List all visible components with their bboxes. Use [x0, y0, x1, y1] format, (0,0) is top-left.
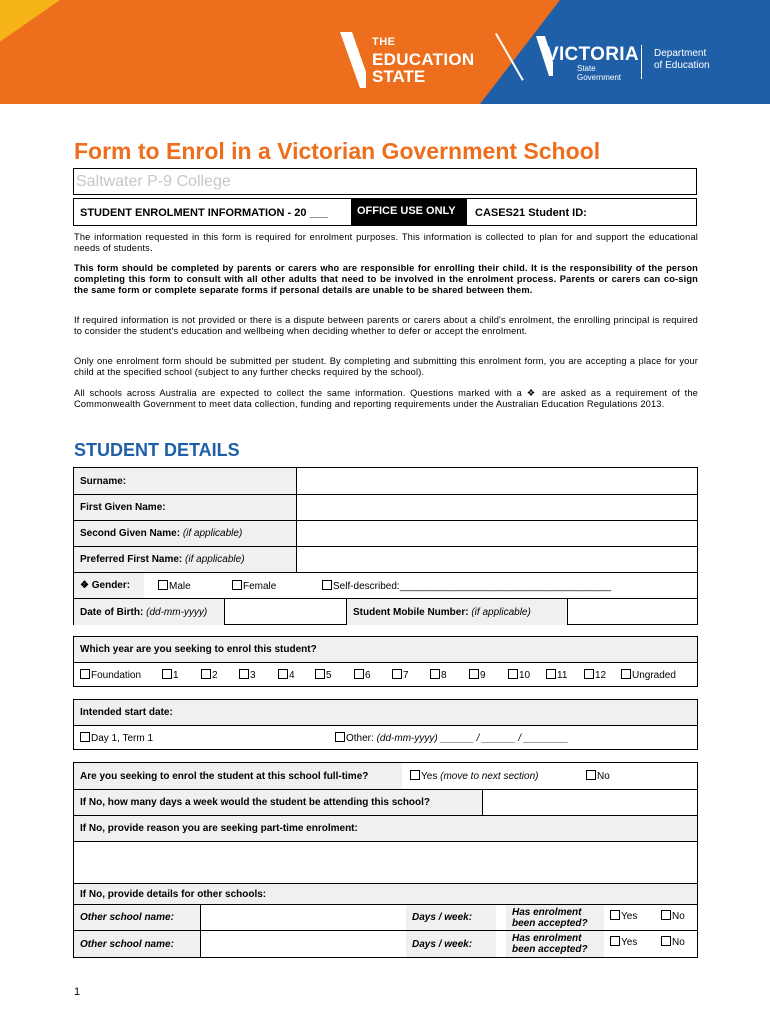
fulltime-yes-note: (move to next section) — [440, 771, 539, 782]
second-name-row — [74, 521, 697, 547]
second-name-note: (if applicable) — [182, 528, 243, 539]
dept-line1: Department — [654, 48, 707, 59]
fulltime-row — [74, 763, 697, 790]
edu-logo-line2: EDUCATION — [372, 50, 475, 69]
start-other-note: (dd-mm-yyyy) ______ / ______ / ________ — [376, 733, 569, 744]
start-day1-text: Day 1, Term 1 — [91, 733, 154, 744]
accepted-label-1: Has enrolment been accepted? — [506, 905, 604, 930]
other-school-text-1: Other school name: — [80, 912, 174, 923]
year-option-label: 12 — [595, 670, 607, 681]
page-number: 1 — [74, 986, 81, 998]
year-option-label: 9 — [480, 670, 486, 681]
department-name — [654, 48, 710, 72]
accepted-yes-text-2: Yes — [621, 937, 638, 948]
year-checkbox-5[interactable] — [315, 669, 325, 679]
year-option-label: 3 — [250, 670, 256, 681]
intro-paragraph-4: Only one enrolment form should be submitted per student. By completing and submitting this enrolment form, you are accepting a place for your child at the specified school (subject to any further checks required by the school). — [74, 356, 698, 377]
enrolment-info-bar — [73, 198, 697, 226]
gender-male-checkbox[interactable] — [158, 580, 168, 590]
school-name-field[interactable] — [73, 168, 697, 195]
gender-male-text: Male — [169, 581, 191, 592]
other-school-label-2 — [74, 931, 200, 957]
second-name-label — [74, 521, 296, 546]
year-option-ungraded[interactable] — [621, 669, 676, 681]
year-level-table — [73, 636, 698, 687]
other-schools-row — [74, 884, 697, 905]
intro-paragraph-2: This form should be completed by parents or carers who are responsible for enrolling their child. It is the responsibility of the person completing this form to consult with all other adults that need to be involved in the enrolment process. Parents or carers can co-sign the same form or complete separate forms if personal details are unable to be shared between them. — [74, 263, 698, 295]
year-option-9[interactable] — [469, 669, 486, 681]
dept-line2: of Education — [654, 60, 710, 71]
office-use-only-label: OFFICE USE ONLY — [351, 199, 467, 225]
year-checkbox-ungraded[interactable] — [621, 669, 631, 679]
year-option-1[interactable] — [162, 669, 179, 681]
student-details-heading: STUDENT DETAILS — [74, 440, 240, 460]
dob-text: Date of Birth: — [80, 606, 144, 618]
other-school-text-2: Other school name: — [80, 938, 174, 950]
start-date-label: Intended start date: — [74, 700, 697, 726]
year-option-12[interactable] — [584, 669, 606, 681]
accepted-no-checkbox-2[interactable] — [661, 936, 671, 946]
gender-self-line: ______________________________________ — [399, 581, 612, 592]
victoria-logo-text: VICTORIA — [546, 44, 639, 65]
other-school-label-1 — [74, 905, 200, 930]
dob-row — [74, 599, 697, 625]
second-name-text: Second Given Name: — [80, 528, 181, 539]
intro-paragraph-1: The information requested in this form is required for enrolment purposes. This information is collected to plan for and support the educational needs of students. — [74, 232, 698, 253]
gender-self-option[interactable] — [322, 580, 611, 592]
year-checkbox-10[interactable] — [508, 669, 518, 679]
preferred-name-row — [74, 547, 697, 573]
year-option-2[interactable] — [201, 669, 218, 681]
year-checkbox-foundation[interactable] — [80, 669, 90, 679]
gender-row — [74, 573, 697, 599]
student-details-table — [73, 467, 698, 625]
year-option-label: 5 — [326, 670, 332, 681]
edu-logo-line3: STATE — [372, 67, 426, 86]
page-title: Form to Enrol in a Victorian Government School — [74, 138, 601, 164]
accepted-yes-checkbox-1[interactable] — [610, 910, 620, 920]
year-checkbox-9[interactable] — [469, 669, 479, 679]
fulltime-yes-text: Yes — [421, 771, 438, 782]
days-row — [74, 790, 697, 816]
header-banner — [0, 0, 770, 104]
intro-paragraph-3: If required information is not provided or there is a dispute between parents or carers about a child's enrolment, the enrolling principal is required to consider the student's education and wellbeing when deciding whether to defer or accept the enrolment. — [74, 315, 698, 336]
victoria-subtitle — [577, 64, 621, 82]
year-option-label: 10 — [519, 670, 531, 681]
fulltime-yes-option[interactable] — [410, 770, 538, 782]
other-school-row-1 — [74, 905, 697, 931]
gender-label: ❖ Gender: — [74, 573, 144, 598]
accepted-yes-option-2[interactable] — [610, 936, 637, 948]
gender-female-checkbox[interactable] — [232, 580, 242, 590]
year-checkbox-1[interactable] — [162, 669, 172, 679]
year-option-label: Foundation — [91, 670, 142, 681]
start-day1-checkbox[interactable] — [80, 732, 90, 742]
start-day1-option[interactable] — [80, 732, 153, 744]
fulltime-no-text: No — [597, 771, 610, 782]
days-question: If No, how many days a week would the student be attending this school? — [74, 790, 482, 815]
year-option-label: 7 — [403, 670, 409, 681]
reason-answer-row[interactable] — [74, 842, 697, 884]
edu-logo-line1: THE — [372, 36, 396, 48]
first-name-label: First Given Name: — [74, 495, 296, 520]
year-option-label: 4 — [289, 670, 295, 681]
gender-male-option[interactable] — [158, 580, 191, 592]
mobile-label — [347, 599, 567, 625]
year-level-question: Which year are you seeking to enrol this student? — [74, 637, 697, 663]
school-name-value: Saltwater P-9 College — [76, 173, 231, 190]
year-option-label: 2 — [212, 670, 218, 681]
start-date-table — [73, 699, 698, 750]
year-option-6[interactable] — [354, 669, 371, 681]
year-option-label: 1 — [173, 670, 179, 681]
year-option-label: 6 — [365, 670, 371, 681]
year-checkbox-6[interactable] — [354, 669, 364, 679]
accepted-no-text-1: No — [672, 911, 685, 922]
year-option-5[interactable] — [315, 669, 332, 681]
vertical-divider — [641, 45, 642, 79]
gender-female-option[interactable] — [232, 580, 276, 592]
year-option-10[interactable] — [508, 669, 530, 681]
fulltime-no-checkbox[interactable] — [586, 770, 596, 780]
gender-female-text: Female — [243, 581, 277, 592]
accepted-no-option-1[interactable] — [661, 910, 685, 922]
dob-label — [74, 599, 224, 625]
other-school-row-2 — [74, 931, 697, 957]
victoria-sub-line2: Government — [577, 73, 622, 82]
start-other-checkbox[interactable] — [335, 732, 345, 742]
preferred-name-text: Preferred First Name: — [80, 554, 183, 565]
gender-self-text: Self-described: — [333, 581, 400, 592]
accepted-yes-checkbox-2[interactable] — [610, 936, 620, 946]
mobile-text: Student Mobile Number: — [353, 606, 469, 618]
first-name-row — [74, 495, 697, 521]
dob-note: (dd-mm-yyyy) — [146, 606, 208, 618]
fulltime-table — [73, 762, 698, 958]
year-checkbox-3[interactable] — [239, 669, 249, 679]
year-option-3[interactable] — [239, 669, 256, 681]
fulltime-question: Are you seeking to enrol the student at this school full-time? — [74, 763, 402, 789]
year-option-8[interactable] — [430, 669, 447, 681]
days-week-label-1: Days / week: — [406, 905, 496, 930]
surname-row — [74, 468, 697, 495]
year-option-4[interactable] — [278, 669, 295, 681]
year-checkbox-8[interactable] — [430, 669, 440, 679]
accepted-yes-text-1: Yes — [621, 911, 638, 922]
year-checkbox-4[interactable] — [278, 669, 288, 679]
accepted-no-option-2[interactable] — [661, 936, 685, 948]
preferred-name-label — [74, 547, 296, 572]
banner-orange-panel — [0, 0, 560, 104]
surname-label: Surname: — [74, 468, 296, 494]
reason-question: If No, provide reason you are seeking part-time enrolment: — [74, 816, 697, 841]
year-checkbox-11[interactable] — [546, 669, 556, 679]
accepted-no-checkbox-1[interactable] — [661, 910, 671, 920]
accepted-label-2: Has enrolment been accepted? — [506, 931, 604, 957]
preferred-name-note: (if applicable) — [185, 554, 245, 565]
year-checkbox-12[interactable] — [584, 669, 594, 679]
year-option-7[interactable] — [392, 669, 409, 681]
intro-paragraph-5: All schools across Australia are expected to collect the same information. Questions marked with a ❖ are asked as a requirement of the Commonwealth Government to meet data collection, funding and reporting requirements under the Australian Education Regulations 2013. — [74, 388, 698, 409]
reason-row — [74, 816, 697, 842]
year-option-label: 11 — [557, 670, 568, 681]
start-other-text: Other: — [346, 733, 374, 744]
fulltime-yes-checkbox[interactable] — [410, 770, 420, 780]
education-state-logo — [372, 34, 475, 85]
student-enrolment-info-label: STUDENT ENROLMENT INFORMATION - 20 ___ — [80, 207, 328, 219]
year-option-label: Ungraded — [632, 670, 676, 681]
fulltime-no-option[interactable] — [586, 770, 610, 782]
mobile-note: (if applicable) — [471, 606, 531, 618]
year-checkbox-2[interactable] — [201, 669, 211, 679]
gender-self-checkbox[interactable] — [322, 580, 332, 590]
accepted-yes-option-1[interactable] — [610, 910, 637, 922]
year-option-foundation[interactable] — [80, 669, 141, 681]
start-other-option[interactable] — [335, 732, 568, 744]
year-checkbox-7[interactable] — [392, 669, 402, 679]
accepted-no-text-2: No — [672, 937, 685, 948]
victoria-sub-line1: State — [577, 64, 596, 73]
year-option-11[interactable] — [546, 669, 567, 681]
days-week-label-2: Days / week: — [406, 931, 496, 957]
cases21-id-label: CASES21 Student ID: — [475, 207, 587, 219]
year-option-label: 8 — [441, 670, 447, 681]
other-schools-question: If No, provide details for other schools: — [74, 884, 697, 904]
